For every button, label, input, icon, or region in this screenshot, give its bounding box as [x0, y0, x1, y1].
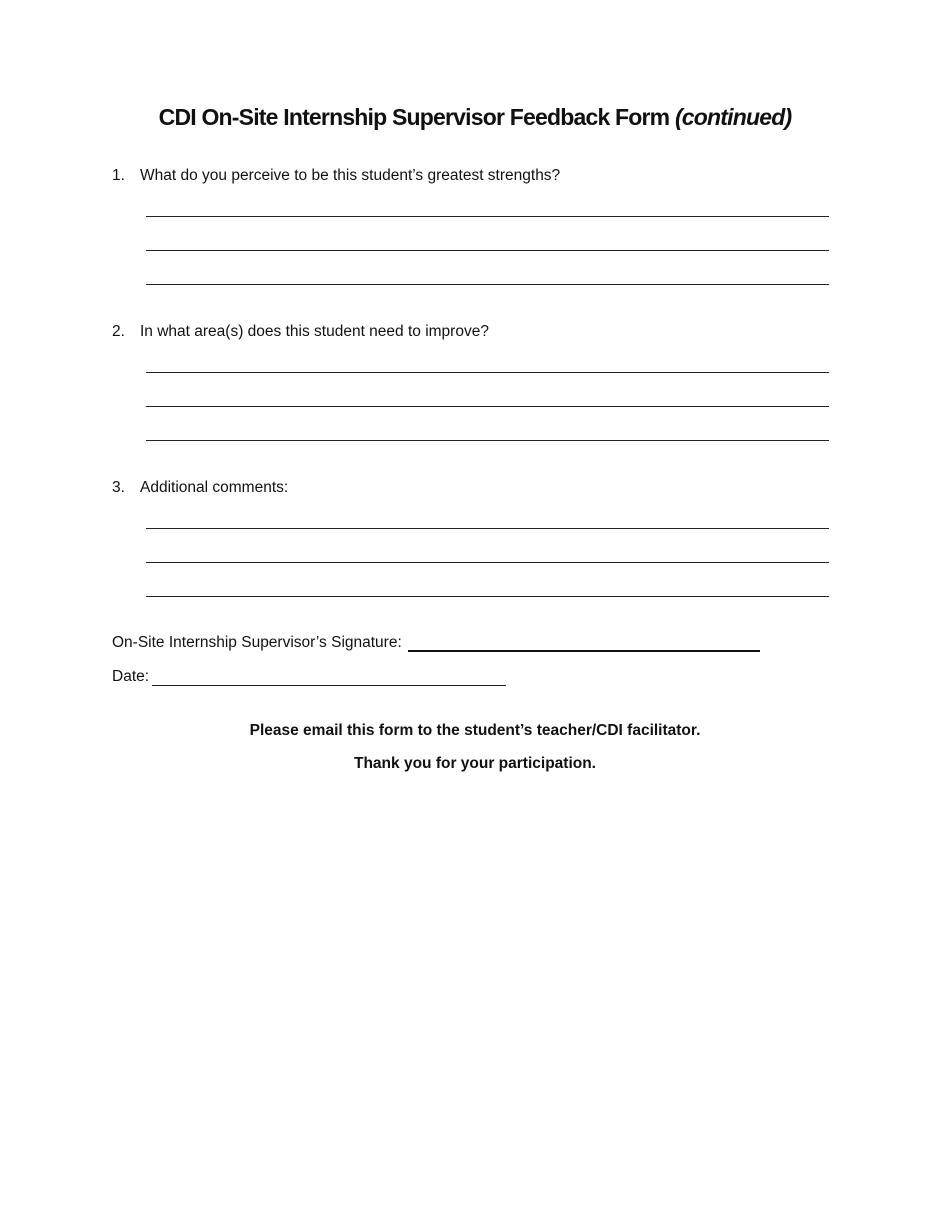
question-text: Additional comments: [140, 479, 289, 496]
answer-line[interactable] [146, 372, 829, 373]
answer-line[interactable] [146, 216, 829, 217]
question-number: 1. [112, 167, 125, 184]
answer-line[interactable] [146, 440, 829, 441]
answer-line[interactable] [146, 562, 829, 563]
answer-line[interactable] [146, 284, 829, 285]
answer-line[interactable] [146, 596, 829, 597]
email-instruction: Please email this form to the student’s teacher/CDI facilitator. [249, 722, 701, 739]
question-text: What do you perceive to be this student’s greatest strengths? [140, 167, 561, 184]
thank-you-note: Thank you for your participation. [354, 755, 596, 772]
question-number: 2. [112, 323, 125, 340]
answer-line[interactable] [146, 528, 829, 529]
title-main: CDI On-Site Internship Supervisor Feedback Form [158, 104, 670, 130]
date-label: Date: [112, 668, 150, 685]
answer-line[interactable] [146, 406, 829, 407]
signature-field[interactable] [408, 650, 760, 652]
question-text: In what area(s) does this student need to improve? [140, 323, 489, 340]
page-title [0, 104, 950, 131]
title-suffix: (continued) [674, 104, 792, 130]
answer-line[interactable] [146, 250, 829, 251]
question-number: 3. [112, 479, 125, 496]
date-field[interactable] [152, 685, 506, 686]
signature-label: On-Site Internship Supervisor’s Signature: [112, 634, 402, 651]
